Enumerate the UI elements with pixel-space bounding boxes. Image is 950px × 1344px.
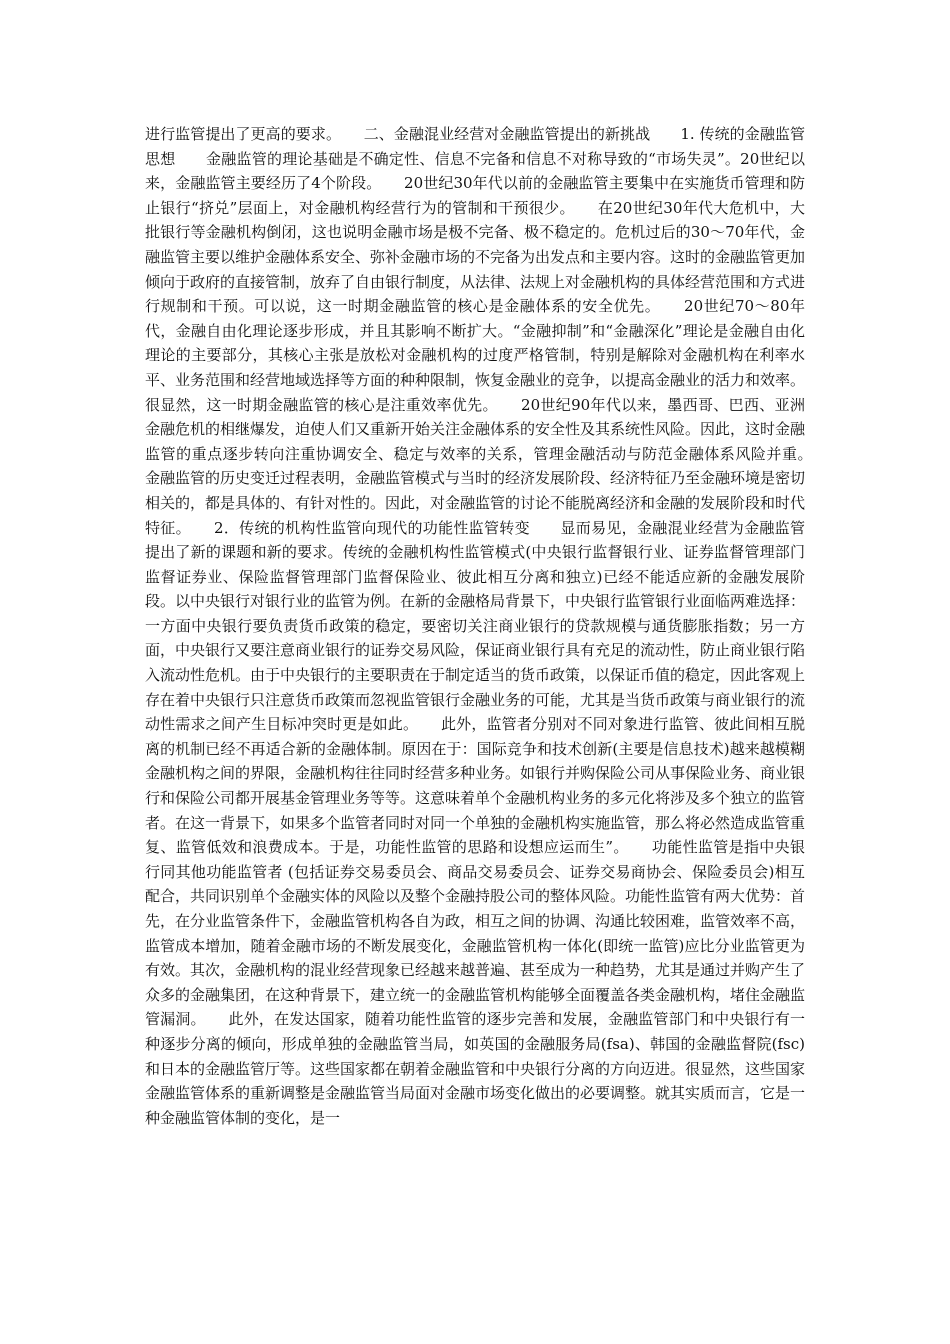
body-paragraph: 进行监管提出了更高的要求。 二、金融混业经营对金融监管提出的新挑战 1. 传统的金融监管思想 金融监管的理论基础是不确定性、信息不完备和信息不对称导致的“市场失灵”。20世纪以来，金融监管主要经历了4个阶段。 20世纪30年代以前的金融监管主要集中在实施货币管理和防止银行“挤兑”层面上，对金融机构经营行为的管制和干预很少。 在20世纪30年代大危机中，大批银行等金融机构倒闭，这也说明金融市场是极不完备、极不稳定的。危机过后的30～70年代，金融监管主要以维护金融体系安全、弥补金融市场的不完备为出发点和主要内容。这时的金融监管更加倾向于政府的直接管制，放弃了自由银行制度，从法律、法规上对金融机构的具体经营范围和方式进行规制和干预。可以说，这一时期金融监管的核心是金融体系的安全优先。 20世纪70～80年代，金融自由化理论逐步形成，并且其影响不断扩大。“金融抑制”和“金融深化”理论是金融自由化理论的主要部分，其核心主张是放松对金融机构的过度严格管制，特别是解除对金融机构在利率水平、业务范围和经营地域选择等方面的种种限制，恢复金融业的竞争，以提高金融业的活力和效率。很显然，这一时期金融监管的核心是注重效率优先。 20世纪90年代以来，墨西哥、巴西、亚洲金融危机的相继爆发，迫使人们又重新开始关注金融体系的安全性及其系统性风险。因此，这时金融监管的重点逐步转向注重协调安全、稳定与效率的关系，管理金融活动与防范金融体系风险并重。 金融监管的历史变迁过程表明，金融监管模式与当时的经济发展阶段、经济特征乃至金融环境是密切相关的，都是具体的、有针对性的。因此，对金融监管的讨论不能脱离经济和金融的发展阶段和时代特征。 2．传统的机构性监管向现代的功能性监管转变 显而易见，金融混业经营为金融监管提出了新的课题和新的要求。传统的金融机构性监管模式(中央银行监督银行业、证券监督管理部门监督证券业、保险监督管理部门监督保险业、彼此相互分离和独立)已经不能适应新的金融发展阶段。以中央银行对银行业的监管为例。在新的金融格局背景下，中央银行监管银行业面临两难选择：一方面中央银行要负责货币政策的稳定，要密切关注商业银行的贷款规模与通货膨胀指数；另一方面，中央银行又要注意商业银行的证券交易风险，保证商业银行具有充足的流动性，防止商业银行陷入流动性危机。由于中央银行的主要职责在于制定适当的货币政策，以保证币值的稳定，因此客观上存在着中央银行只注意货币政策而忽视监管银行金融业务的可能，尤其是当货币政策与商业银行的流动性需求之间产生目标冲突时更是如此。 此外，监管者分别对不同对象进行监管、彼此间相互脱离的机制已经不再适合新的金融体制。原因在于：国际竞争和技术创新(主要是信息技术)越来越模糊金融机构之间的界限，金融机构往往同时经营多种业务。如银行并购保险公司从事保险业务、商业银行和保险公司都开展基金管理业务等等。这意味着单个金融机构业务的多元化将涉及多个独立的监管者。在这一背景下，如果多个监管者同时对同一个单独的金融机构实施监管，那么将必然造成监管重复、监管低效和浪费成本。于是，功能性监管的思路和设想应运而生”。 功能性监管是指中央银行同其他功能监管者 (包括证券交易委员会、商品交易委员会、证券交易商协会、保险委员会)相互配合，共同识别单个金融实体的风险以及整个金融持股公司的整体风险。功能性监管有两大优势：首先，在分业监管条件下，金融监管机构各自为政，相互之间的协调、沟通比较困难，监管效率不高，监管成本增加，随着金融市场的不断发展变化，金融监管机构一体化(即统一监管)应比分业监管更为有效。其次，金融机构的混业经营现象已经越来越普遍、甚至成为一种趋势，尤其是通过并购产生了众多的金融集团，在这种背景下，建立统一的金融监管机构能够全面覆盖各类金融机构，堵住金融监管漏洞。 此外，在发达国家，随着功能性监管的逐步完善和发展，金融监管部门和中央银行有一种逐步分离的倾向，形成单独的金融监管当局，如英国的金融服务局(fsa)、韩国的金融监督院(fsc)和日本的金融监管厅等。这些国家都在朝着金融监管和中央银行分离的方向迈进。很显然，这些国家金融监管体系的重新调整是金融监管当局面对金融市场变化做出的必要调整。就其实质而言，它是一种金融监管体制的变化，是一: [145, 125, 836, 1127]
